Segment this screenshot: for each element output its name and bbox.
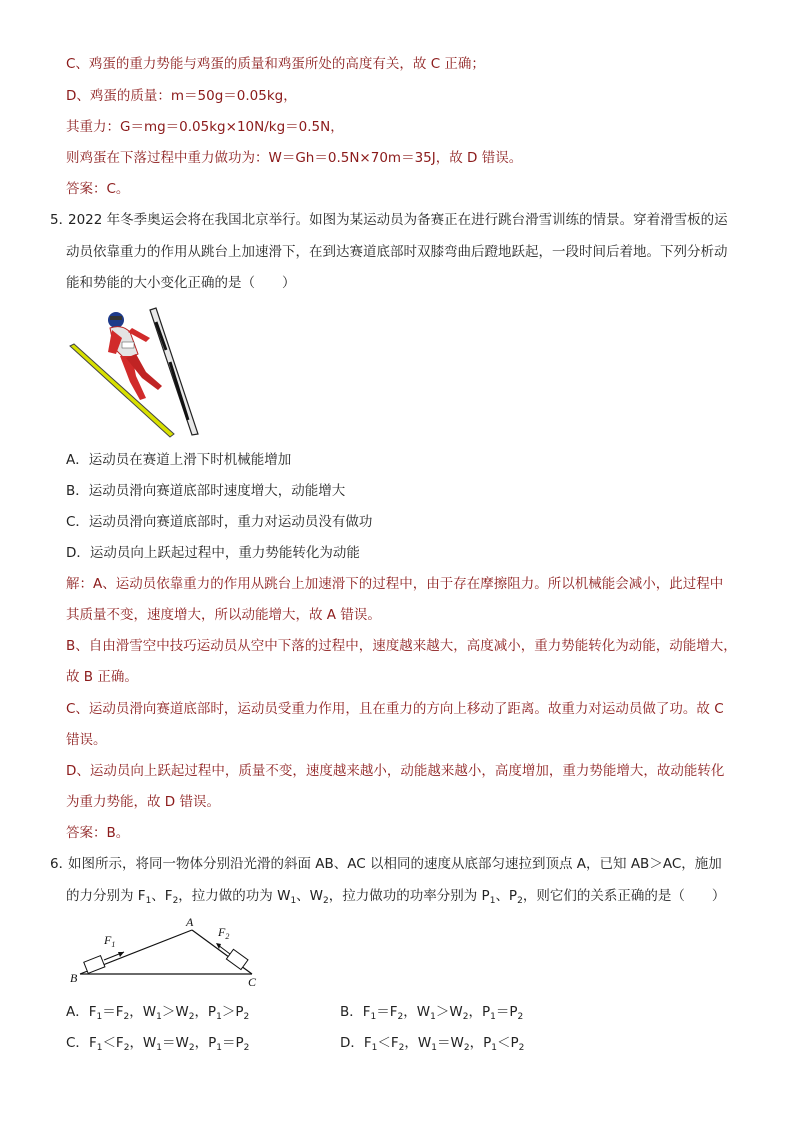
q6-number: 6． [50, 856, 73, 872]
q5-option-c: C．运动员滑向赛道底部时，重力对运动员没有做功 [66, 514, 373, 530]
q6-stem-line2: 的力分别为 $F_1$、$F_2$，拉力做的功为 $W_1$、$W_2$，拉力做功的功率分别为 $P_1$、$P_2$，则它们的关系正确的是（ ） [66, 888, 726, 906]
q5-solution-a-line2: 其质量不变，速度增大，所以动能增大，故 A 错误。 [66, 607, 381, 623]
q5-solution-b-line2: 故 B 正确。 [66, 669, 138, 685]
prev-solution-c: C、鸡蛋的重力势能与鸡蛋的质量和鸡蛋所处的高度有关，故 C 正确； [66, 56, 485, 72]
q5-solution-c-line1: C、运动员滑向赛道底部时，运动员受重力作用，且在重力的方向上移动了距离。故重力对运动员做了功。故 C [66, 701, 724, 717]
prev-solution-d-weight: 其重力：G＝mg＝0.05kg×10N/kg＝0.5N， [66, 119, 344, 135]
q5-solution-b-line1: B、自由滑雪空中技巧运动员从空中下落的过程中，速度越来越大，高度减小，重力势能转化为动能，动能增大， [66, 638, 737, 654]
q6-option-a: A．$F_1=F_2$，$W_1>W_2$，$P_1>P_2$ [66, 1004, 250, 1022]
q5-number: 5． [50, 212, 73, 228]
q5-solution-d-line2: 为重力势能，故 D 错误。 [66, 794, 220, 810]
q6-option-b: B．$F_1=F_2$，$W_1>W_2$，$P_1=P_2$ [340, 1004, 524, 1022]
prev-solution-d-work: 则鸡蛋在下落过程中重力做功为：W＝Gh＝0.5N×70m＝35J，故 D 错误。 [66, 150, 523, 166]
q5-answer: 答案：B。 [66, 825, 130, 841]
label-a: A [186, 915, 194, 929]
prev-answer: 答案：C。 [66, 181, 130, 197]
q5-solution-d-line1: D、运动员向上跃起过程中，质量不变，速度越来越小，动能越来越小，高度增加，重力势能增大，故动能转化 [66, 763, 725, 779]
q5-option-b: B．运动员滑向赛道底部时速度增大，动能增大 [66, 483, 346, 499]
q5-solution-a-line1: 解：A、运动员依靠重力的作用从跳台上加速滑下的过程中，由于存在摩擦阻力。所以机械能会减小，此过程中 [66, 576, 724, 592]
q6-option-c: C．$F_1<F_2$，$W_1=W_2$，$P_1=P_2$ [66, 1035, 250, 1053]
q6-stem-line1: 如图所示，将同一物体分别沿光滑的斜面 AB、AC 以相同的速度从底部匀速拉到顶点 A，已知 AB＞AC，施加 [68, 856, 722, 872]
label-b: B [70, 971, 78, 985]
label-c: C [248, 975, 257, 989]
label-f1: $F_1$ [104, 933, 116, 949]
ski-jumper-figure [66, 302, 206, 442]
inclined-plane-diagram [66, 914, 266, 994]
q6-option-d: D．$F_1<F_2$，$W_1=W_2$，$P_1<P_2$ [340, 1035, 525, 1053]
q5-solution-c-line2: 错误。 [66, 732, 107, 748]
q5-stem-line1: 2022 年冬季奥运会将在我国北京举行。如图为某运动员为备赛正在进行跳台滑雪训练的情景。穿着滑雪板的运 [68, 212, 728, 228]
q5-option-a: A．运动员在赛道上滑下时机械能增加 [66, 452, 292, 468]
q5-stem-line2: 动员依靠重力的作用从跳台上加速滑下，在到达赛道底部时双膝弯曲后蹬地跃起，一段时间后着地。下列分析动 [66, 244, 728, 260]
label-f2: $F_2$ [218, 925, 230, 941]
q5-stem-line3: 能和势能的大小变化正确的是（ ） [66, 275, 296, 291]
prev-solution-d-mass: D、鸡蛋的质量：m＝50g＝0.05kg， [66, 88, 297, 104]
q5-option-d: D．运动员向上跃起过程中，重力势能转化为动能 [66, 545, 360, 561]
